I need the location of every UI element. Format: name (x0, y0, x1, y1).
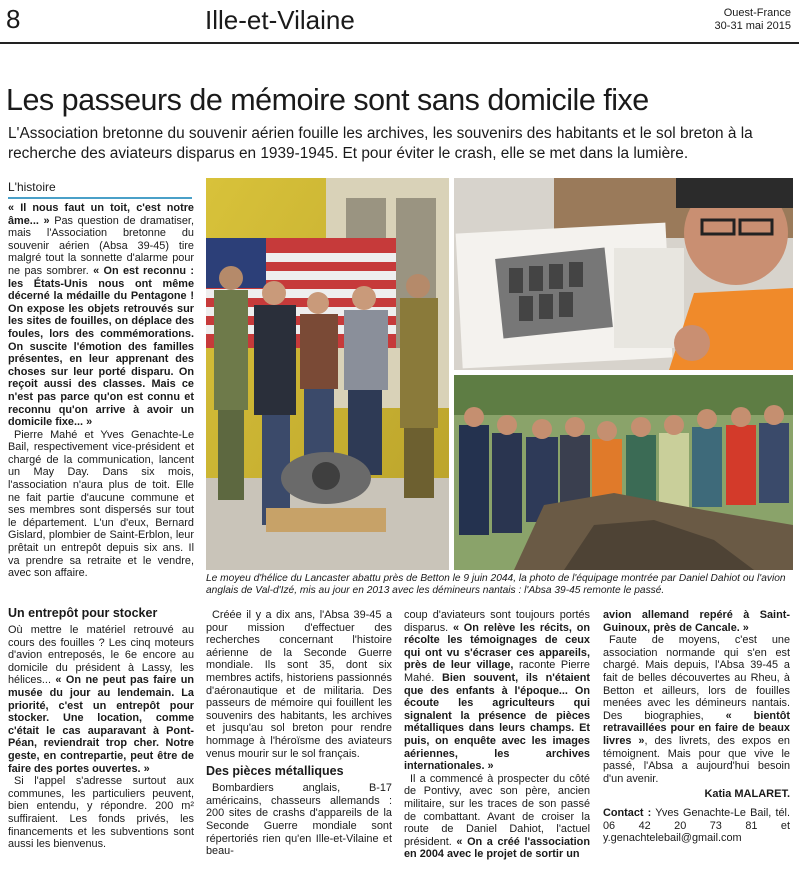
body-text: Pas question de dramatiser, mais l'Association bretonne du souvenir aérien (Absa 39-45) tire malgré tout la sonnette d'alarme pour ne pas sombrer. (8, 214, 194, 277)
article-column-1b (8, 602, 194, 851)
photo-museum-group-image (206, 178, 449, 570)
section-title: Ille-et-Vilaine (205, 5, 355, 35)
subheading: Un entrepôt pour stocker (8, 606, 158, 620)
body-text: Où mettre le matériel retrouvé au cours des fouilles ? Les cinq moteurs d'avion entreposés, le 6e encore au domicile du président à Lassy, les hélices... (8, 624, 194, 687)
subheading: Des pièces métalliques (206, 764, 344, 779)
quote: « bientôt retravaillées pour en faire de beaux livres » (603, 709, 790, 747)
quote: « On est reconnu : les États-Unis nous ont même décerné la médaille du Pentagone ! On expose les objets retrouvés sur les sites de fouilles, on déplace des foules, lors des commémorations. On suscite l'émotion des familles présentes, en leur apprenant des choses sur leur porté disparu. On reçoit aussi des classes. Mais ce n'est pas parce qu'on est connu et reconnu qu'on arrive à avoir un domicile fixe... » (8, 264, 194, 429)
header-rule (0, 42, 799, 44)
article-column-4 (603, 609, 790, 845)
photo-excavation-team-image (454, 375, 793, 570)
publication-date: 30-31 mai 2015 (714, 20, 791, 32)
body-paragraph: Si l'appel s'adresse surtout aux communes, les particuliers peuvent, bien entendu, y répondre. 200 m² suffiraient. Les fonds privés, les financements et les subventions sont aussi les bienvenus. (8, 775, 194, 851)
photo-museum-group (206, 178, 449, 570)
body-text: , des livrets, des expos en témoignent. Mais pour que vive le passé, l'Absa a aujourd'hui besoin d'un avenir. (603, 734, 790, 785)
article-column-3 (404, 609, 590, 861)
page-number: 8 (6, 4, 21, 34)
article-column-2 (206, 609, 392, 858)
publication-info (715, 7, 791, 33)
article-column-1 (8, 202, 194, 580)
body-paragraph: Bombardiers anglais, B-17 américains, chasseurs allemands : 200 sites de crashs d'appareils de la Seconde Guerre mondiale sont répertoriés rien qu'en Ille-et-Vilaine et beau- (206, 782, 392, 858)
quote: Bien souvent, ils n'étaient que des enfants à l'époque... On écoute les agriculteurs qui signalent la présence de pièces métalliques dans leurs champs. Et puis, on enquête avec les images aériennes, les archives internationales. » (404, 671, 590, 773)
body-paragraph: Créée il y a dix ans, l'Absa 39-45 a pour mission d'effectuer des recherches concernant l'histoire aérienne de la Seconde Guerre mondiale. Ils sont 35, dont six membres actifs, historiens passionnés d'aéronautique et de militaria. Des passeurs de mémoire qui fouillent les souvenirs des habitants, les archives et jusqu'au sol breton pour rendre hommage à l'héroïsme des aviateurs venus mourir sur le sol français. (206, 609, 392, 760)
contact-label: Contact : (603, 806, 652, 819)
photo-caption: Le moyeu d'hélice du Lancaster abattu près de Betton le 9 juin 2044, la photo de l'équipage montrée par Daniel Dahiot ou l'avion anglais de Val-d'Izé, mis au jour en 2013 avec les démineurs nantais : l'Absa 39-45 remonte le passé. (206, 573, 786, 597)
contact-details: Yves Genachte-Le Bail, tél. 06 42 20 73 81 et y.genachtelebail@gmail.com (603, 806, 790, 845)
headline: Les passeurs de mémoire sont sans domicile fixe (6, 83, 649, 117)
standfirst: L'Association bretonne du souvenir aérien fouille les archives, les souvenirs des habitants et le sol breton à la recherche des aviateurs disparus en 1939-1945. Et pour éviter le crash, elle se met dans la lumière. (8, 125, 753, 162)
quote: avion allemand repéré à Saint-Guinoux, près de Cancale. » (603, 609, 790, 634)
body-text: Il a commencé à prospecter du côté de Pontivy, avec son père, ancien militaire, sur les traces de son passé de combattant. Avant de croiser la route de Daniel Dahiot, l'actuel président. (404, 772, 590, 848)
body-text: raconte Pierre Mahé. (404, 659, 590, 684)
publication-name: Ouest-France (723, 7, 791, 19)
body-text: Faute de moyens, c'est une association normande qui s'en est chargé. Mais depuis, l'Absa 39-45 a fait de belles découvertes au Rheu, à Betton et ailleurs, lors de fouilles menées avec les démineurs nantais. Des biographies, (603, 634, 790, 722)
quote: « Il nous faut un toit, c'est notre âme... » (8, 202, 194, 227)
quote: « On ne peut pas faire un musée du jour au lendemain. La priorité, c'est un entrepôt pour stocker. Une location, comme c'était le cas auparavant à Pont-Péan, reviendrait trop cher. Notre geste, en contrepartie, peut être de faire des portes ouvertes. » (8, 674, 194, 775)
photo-crew-picture (454, 178, 793, 370)
body-paragraph: Pierre Mahé et Yves Genachte-Le Bail, respectivement vice-président et chargé de la communication, lancent un May Day. Dans six mois, l'association n'aura plus de toit. Elle ne fait partie d'aucune commune et ses membres sont dispersés sur tout le département. L'un d'eux, Bernard Gislard, plombier de Saint-Erblon, leur prêtait un entrepôt depuis six ans. Il va prendre sa retraite et le vendre, avec son affaire. (8, 428, 194, 580)
byline: Katia MALARET. (704, 788, 790, 801)
body-text: coup d'aviateurs sont toujours portés disparus. (404, 609, 590, 634)
quote: « On relève les récits, on récolte les témoignages de ceux qui ont vu s'écraser ces appareils, près de leur village, (404, 621, 590, 672)
photo-crew-picture-image (454, 178, 793, 370)
quote: « On a créé l'association en 2004 avec le projet de sortir un (404, 835, 590, 861)
section-label: L'histoire (8, 178, 192, 199)
photo-excavation-team (454, 375, 793, 570)
